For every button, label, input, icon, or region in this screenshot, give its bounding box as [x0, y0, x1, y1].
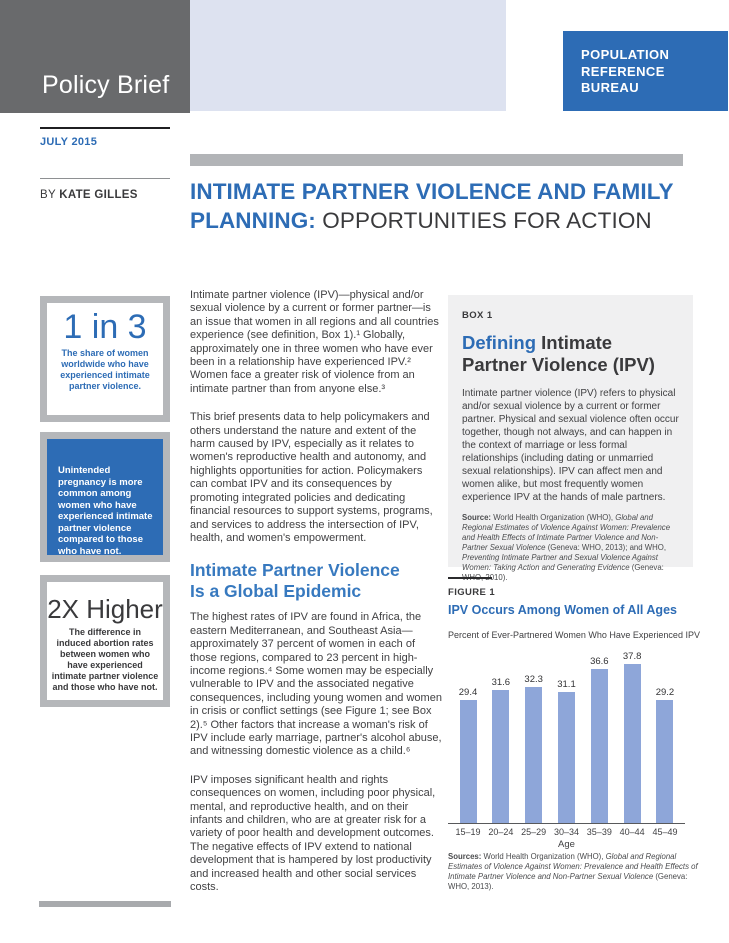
logo-line: REFERENCE	[581, 63, 665, 79]
box1-body: Intimate partner violence (IPV) refers to physical and/or sexual violence by a current or former partner. Physical and sexual violence often occur together, though not always, and can happen in the context of marriage or less formal relationships (including dating or unmarried sexual relationships). IPV can affect men and women alike, but most frequently women experience IPV at the hands of male partners.	[462, 388, 679, 503]
chart-column	[487, 677, 515, 823]
title-divider-bar	[190, 154, 683, 166]
box1-heading-rest: Intimate Partner Violence (IPV)	[462, 332, 655, 375]
title-line1: INTIMATE PARTNER VIOLENCE AND FAMILY	[190, 179, 674, 204]
figure-label: FIGURE 1	[448, 587, 496, 598]
bar-category-label: 30–34	[553, 827, 579, 837]
byline-rule	[40, 178, 170, 179]
figure-rule	[448, 577, 492, 579]
bar-value-label: 29.2	[655, 687, 675, 699]
box1-source: Source: World Health Organization (WHO), Global and Regional Estimates of Violence Against Women: Prevalence and Health Effects of Intimate Partner Violence and Non-Partner Sexual Violence (Geneva: WHO, 2013); and WHO, Preventing Intimate Partner and Sexual Violence Against Women: Taking Action and Generating Evidence (Geneva: WHO, 2010).	[462, 513, 671, 582]
bar-value-label: 29.4	[458, 686, 478, 698]
bar-chart	[448, 650, 685, 850]
prb-logo	[563, 31, 728, 111]
chart-column	[552, 679, 580, 823]
bar-category-label: 45–49	[652, 827, 678, 837]
logo-line: BUREAU	[581, 80, 640, 95]
bar-value-label: 37.8	[622, 651, 642, 663]
stat-box-2x-higher	[40, 575, 170, 707]
section-heading-line2: Is a Global Epidemic	[190, 581, 362, 602]
stat-caption: Unintended pregnancy is more common among women who have experienced intimate partner violence compared to those who have not.	[58, 465, 153, 557]
bar	[624, 664, 641, 823]
figure-title: IPV Occurs Among Women of All Ages	[448, 603, 677, 617]
chart-column	[618, 651, 646, 823]
bar-value-label: 36.6	[590, 656, 609, 668]
bar-value-label: 31.1	[557, 679, 576, 691]
chart-column	[454, 687, 482, 823]
masthead-label: Policy Brief	[42, 71, 170, 99]
box1-heading	[462, 332, 679, 376]
bar-category-label: 15–19	[455, 827, 481, 837]
bar-value-label: 31.6	[491, 677, 511, 689]
box1-definition	[448, 295, 693, 582]
chart-column	[520, 674, 548, 823]
figure-sources: Sources: World Health Organization (WHO), Global and Regional Estimates of Violence Against Women: Prevalence and Health Effects of Intimate Partner Violence and Non-Partner Sexual Violence (Geneva: WHO, 2013).	[448, 852, 698, 891]
bar	[591, 669, 608, 823]
bar	[656, 700, 673, 823]
title-line2-blue: PLANNING:	[190, 208, 316, 233]
chart-column	[651, 687, 679, 823]
box1-heading-blue: Defining	[462, 332, 536, 353]
byline	[40, 189, 138, 201]
box1-label: BOX 1	[462, 310, 493, 321]
byline-name: KATE GILLES	[59, 189, 138, 201]
stat-value: 2X Higher	[47, 594, 163, 624]
page-title	[190, 177, 700, 235]
article-paragraph: Intimate partner violence (IPV)—physical and/or sexual violence by a current or former partner—is an issue that women in all regions and all countries experience (see definition, Box 1).¹ Globally, approximately one in three women who have ever been in a relationship have experienced IPV.² Women face a greater risk of violence from an intimate partner than from anyone else.³	[190, 289, 439, 395]
header-band	[190, 0, 506, 111]
article-paragraph: IPV imposes significant health and rights consequences on women, including poor physical, mental, and reproductive health, and on their infants and children, who are at greater risk for a variety of poor health and development outcomes. The negative effects of IPV extend to national development that is hampered by lost productivity and increased health and other social services costs.	[190, 773, 436, 894]
section-heading-line1: Intimate Partner Violence	[190, 560, 400, 581]
masthead-box	[0, 0, 190, 113]
bar	[460, 700, 477, 823]
stat-value: 1 in 3	[63, 308, 147, 346]
chart-x-axis-label: Age	[558, 839, 575, 850]
bar	[525, 687, 542, 823]
chart-plot	[448, 650, 685, 824]
bar-category-label: 25–29	[521, 827, 547, 837]
article-paragraph: The highest rates of IPV are found in Africa, the eastern Mediterranean, and Southeast Asia—approximately 37 percent of women in each of those regions, compared to 23 percent in high-income regions.⁴ Some women may be especially vulnerable to IPV and the associated negative consequences, including young women and women in crisis or conflict settings (see Figure 1; see Box 2).⁵ Other factors that increase a woman's risk of IPV include early marriage, partner's alcohol abuse, and witnessing domestic violence as a child.⁶	[190, 611, 442, 758]
chart-column	[585, 656, 613, 823]
title-line2-rest: OPPORTUNITIES FOR ACTION	[315, 208, 652, 233]
article-column	[190, 289, 442, 909]
figure-subtitle: Percent of Ever-Partnered Women Who Have Experienced IPV	[448, 630, 700, 640]
date-rule	[40, 127, 170, 129]
section-heading	[190, 560, 442, 602]
stat-box-unintended-pregnancy	[40, 432, 170, 562]
stat-caption: The difference in induced abortion rates between women who have experienced intimate partner violence and those who have not.	[51, 627, 159, 692]
article-paragraph: This brief presents data to help policymakers and others understand the nature and extent of the harm caused by IPV, especially as it relates to women's reproductive health and autonomy, and highlights opportunities for action. Policymakers can combat IPV and its consequences by promoting integrated policies and dedicating financial resources to support systems, programs, and services to address the intersection of IPV, health, and women's empowerment.	[190, 411, 433, 544]
bar-category-label: 40–44	[619, 827, 645, 837]
footer-bar	[39, 901, 171, 907]
stat-caption: The share of women worldwide who have experienced intimate partner violence.	[60, 348, 150, 391]
logo-line: POPULATION	[581, 47, 670, 62]
stat-box-1in3	[40, 296, 170, 422]
bar	[492, 690, 509, 823]
chart-labels	[448, 827, 685, 837]
bar	[558, 692, 575, 823]
bar-category-label: 20–24	[488, 827, 514, 837]
bar-category-label: 35–39	[586, 827, 612, 837]
byline-prefix: BY	[40, 189, 60, 201]
publication-date: JULY 2015	[40, 136, 98, 148]
bar-value-label: 32.3	[524, 674, 543, 686]
